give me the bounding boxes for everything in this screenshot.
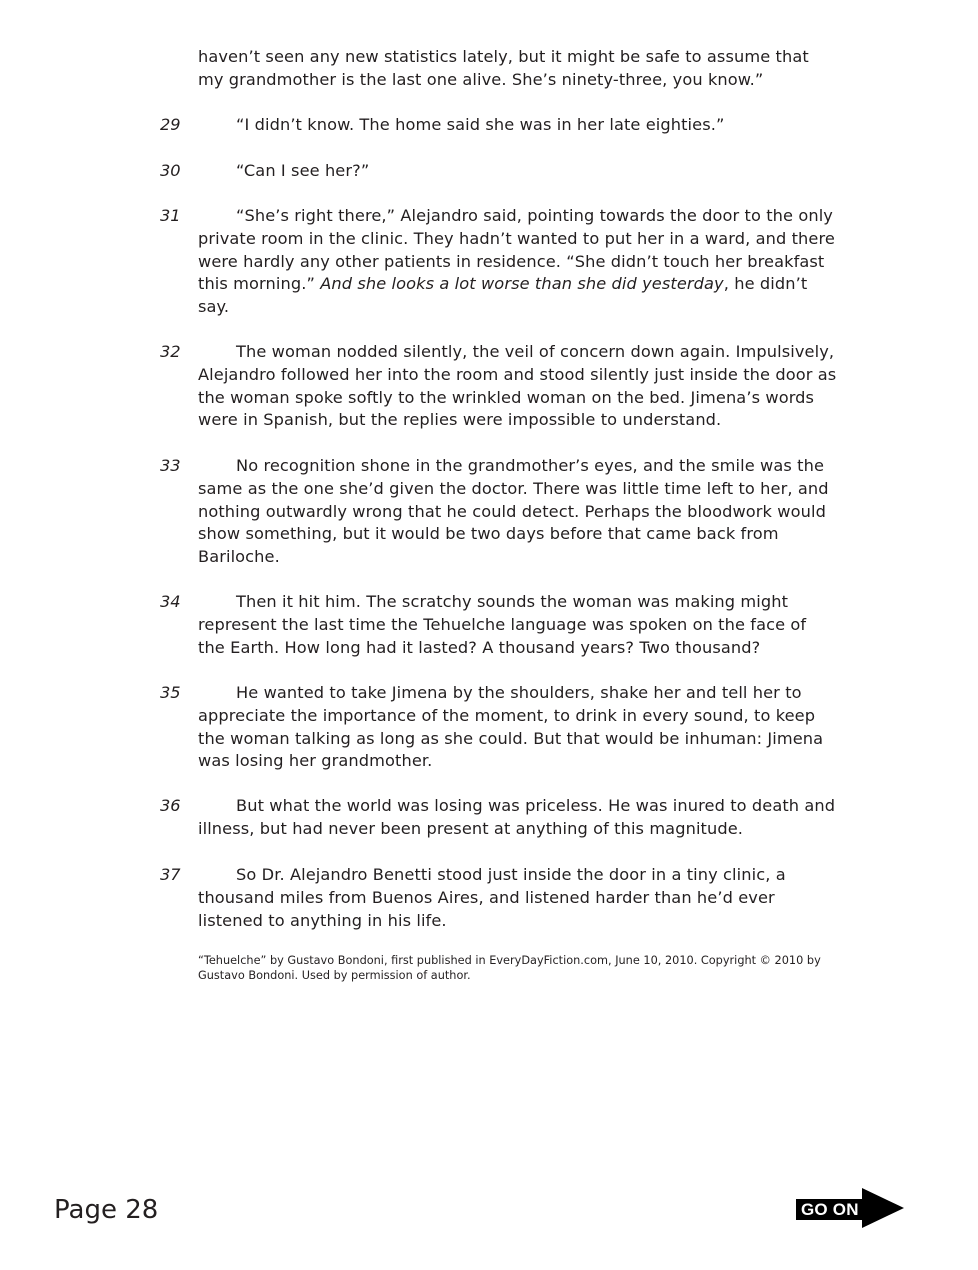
paragraph-36: But what the world was losing was priceless. He was inured to death and illness, but had never been present at anything of this magnitude. (198, 796, 836, 838)
go-on-button[interactable] (796, 1188, 908, 1228)
paragraph-number: 30 (160, 161, 181, 180)
paragraph-37: So Dr. Alejandro Benetti stood just inside the door in a tiny clinic, a thousand miles from Buenos Aires, and listened harder than he’d ever listened to anything in his life. (198, 865, 786, 930)
right-arrow-icon (862, 1188, 904, 1228)
paragraph-number: 31 (160, 206, 181, 225)
paragraph-35: He wanted to take Jimena by the shoulders, shake her and tell her to appreciate the importance of the moment, to drink in every sound, to keep the woman talking as long as she could. But that would be inhuman: Jimena was losing her grandmother. (198, 683, 824, 771)
paragraph-number: 33 (160, 456, 181, 475)
paragraph-number: 37 (160, 865, 181, 884)
paragraph-number: 35 (160, 683, 181, 702)
paragraph-30: “Can I see her?” (236, 161, 370, 180)
go-on-label: GO ON (801, 1200, 859, 1219)
paragraph-34: Then it hit him. The scratchy sounds the woman was making might represent the last time the Tehuelche language was spoken on the face of the Earth. How long had it lasted? A thousand years? Two thousand? (198, 592, 807, 657)
paragraph-number: 34 (160, 592, 181, 611)
paragraph-number: 32 (160, 342, 181, 361)
paragraph-33: No recognition shone in the grandmother’s eyes, and the smile was the same as the one she’d given the doctor. There was little time left to her, and nothing outwardly wrong that he could detect. Perhaps the bloodwork would show something, but it would be two days before that came back from Bariloche. (198, 456, 829, 567)
paragraph-29: “I didn’t know. The home said she was in her late eighties.” (236, 115, 725, 134)
page-number: Page 28 (54, 1195, 159, 1225)
paragraph-number: 36 (160, 796, 181, 815)
paragraph-continuation: haven’t seen any new statistics lately, but it might be safe to assume that my grandmother is the last one alive. She’s ninety-three, you know.” (198, 47, 809, 89)
paragraph-32: The woman nodded silently, the veil of concern down again. Impulsively, Alejandro followed her into the room and stood silently just inside the door as the woman spoke softly to the wrinkled woman on the bed. Jimena’s words were in Spanish, but the replies were impossible to understand. (198, 342, 837, 430)
paragraph-number: 29 (160, 115, 181, 134)
paragraph-31: “She’s right there,” Alejandro said, pointing towards the door to the only private room in the clinic. They hadn’t wanted to put her in a ward, and there were hardly any other patients in residence. “She didn’t touch her breakfast this morning.” And she looks a lot worse than she did yesterday, he didn’t say. (198, 206, 835, 317)
italic-thought: And she looks a lot worse than she did yesterday (320, 274, 724, 294)
source-credit: “Tehuelche” by Gustavo Bondoni, first published in EveryDayFiction.com, June 10, 2010. Copyright © 2010 by Gustavo Bondoni. Used by permission of author. (198, 954, 821, 982)
